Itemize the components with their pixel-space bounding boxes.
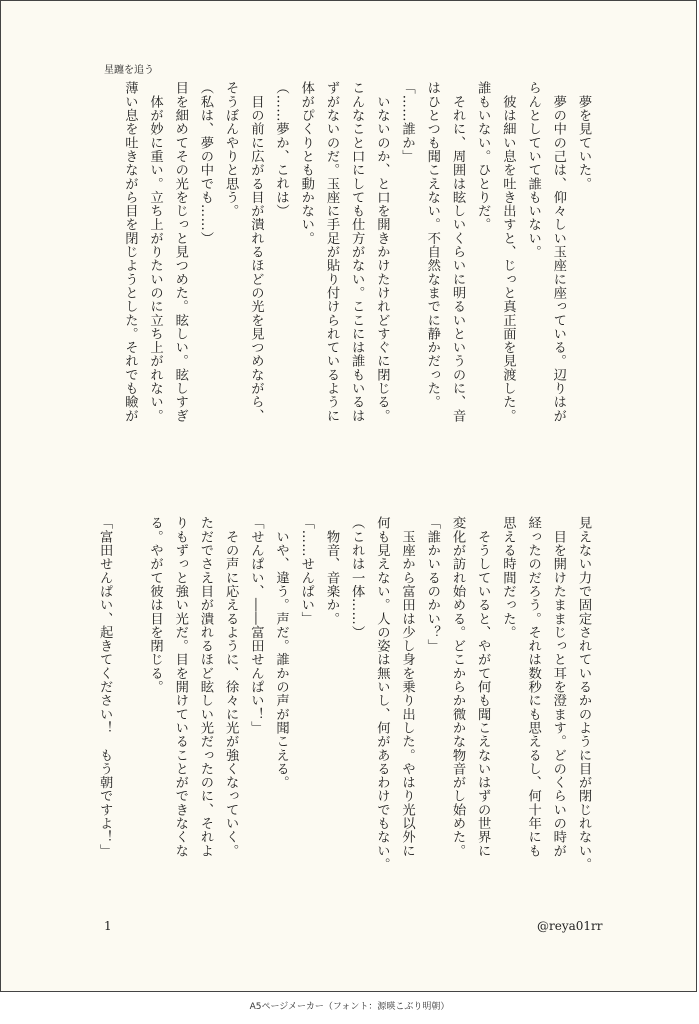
text-column: 「誰かいるのかい？」 (424, 516, 440, 653)
text-column: こんなこと口にしても仕方がない。ここには誰もいるは (349, 81, 365, 423)
author-handle: @reya01rr (537, 919, 603, 933)
text-column: 誰もいない。ひとりだ。 (475, 81, 491, 232)
text-column: 見えない力で固定されているかのように目が閉じれない。 (576, 516, 591, 871)
text-column: る。やがて彼は目を閉じる。 (147, 516, 163, 694)
text-column: 「富田せんぱい、起きてください！ もう朝ですよ！」 (97, 516, 113, 858)
generator-caption: A5ページメーカー（フォント：源暎こぶり明朝） (249, 1002, 450, 1012)
lower-text-block (96, 516, 596, 891)
text-column: それに、周囲は眩しいくらいに明るいというのに、音 (449, 81, 465, 423)
text-column: （私は、夢の中でも……） (197, 81, 213, 245)
text-column: 目の前に広がる目が潰れるほどの光を見つめながら、 (248, 81, 264, 423)
text-column: 夢の中の己は、仰々しい玉座に座っている。辺りはが (550, 81, 566, 423)
text-column: 思える時間だった。 (500, 516, 516, 639)
text-column: 何も見えない。人の姿は無いし、何があるわけでもない。 (374, 516, 390, 871)
text-column: いないのか、と口を開きかけたけれどすぐに閉じる。 (374, 81, 390, 423)
text-column (117, 516, 142, 891)
text-column: そうしていると、やがて何も聞こえないはずの世界に (475, 516, 491, 858)
text-column: 変化が訪れ始める。どこからか微かな物音がし始めた。 (449, 516, 465, 858)
text-column: 玉座から富田は少し身を乗り出した。やはり光以外に (399, 516, 415, 858)
text-column: 「せんぱい、――富田せんぱい！」 (248, 516, 264, 735)
text-column: 体がぴくりとも動かない。 (298, 81, 314, 245)
page-number: 1 (104, 919, 112, 933)
text-column: はひとつも聞こえない。不自然なまでに静かだった。 (424, 81, 440, 409)
text-column: 目を細めてその光をじっと見つめた。眩しい。眩しすぎ (172, 81, 188, 423)
text-column: 薄い息を吐きながら目を閉じようとした。それでも瞼が (122, 81, 138, 423)
text-column: 夢を見ていた。 (576, 81, 591, 191)
text-column: （……夢か、これは） (273, 81, 289, 218)
text-column: 目を開けたままじっと耳を澄ます。どのくらいの時が (550, 516, 566, 858)
upper-text-block (96, 81, 596, 486)
text-column: （これは一体……） (349, 516, 365, 639)
text-column: ただでさえ目が潰れるほど眩しい光だったのに、それよ (197, 516, 213, 858)
text-column: 「……せんぱい」 (298, 516, 314, 626)
text-column: その声に応えるように、徐々に光が強くなっていく。 (223, 516, 239, 858)
text-column: 経ったのだろう。それは数秒にも思えるし、何十年にも (525, 516, 541, 858)
text-column: りもずっと強い光だ。目を開けていることができなくな (172, 516, 188, 858)
text-column: いや、違う。声だ。誰かの声が聞こえる。 (273, 516, 289, 789)
text-column: らんとしていて誰もいない。 (525, 81, 541, 259)
text-column: そうぼんやりと思う。 (223, 81, 239, 218)
text-column: 「……誰か」 (399, 81, 415, 163)
running-header-title: 星躔を追う (104, 65, 154, 76)
text-column: 物音、音楽か。 (323, 516, 339, 626)
text-column: 体が妙に重い。立ち上がりたいのに立ち上がれない。 (147, 81, 163, 423)
text-column: 彼は細い息を吐き出すと、じっと真正面を見渡した。 (500, 81, 516, 423)
text-column: ずがないのだ。玉座に手足が貼り付けられているように (323, 81, 339, 423)
